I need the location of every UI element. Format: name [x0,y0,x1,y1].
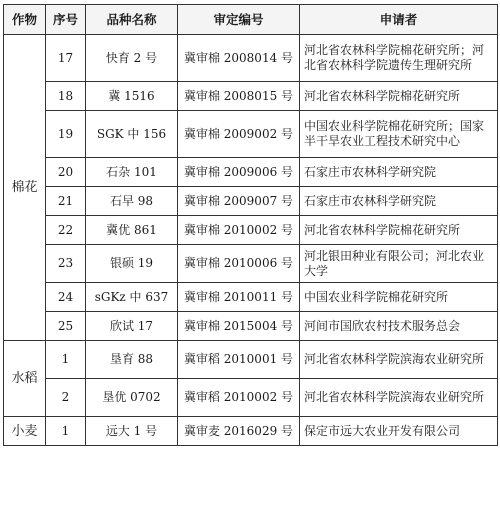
applicant-cell: 中国农业科学院棉花研究所；国家半干旱农业工程技术研究中心 [300,111,498,158]
table-row [4,283,498,312]
applicant-cell: 河北省农林科学院棉花研究所 [300,216,498,245]
applicant-cell: 中国农业科学院棉花研究所 [300,283,498,312]
table-row [4,216,498,245]
table-row [4,312,498,341]
number-cell: 18 [46,82,86,111]
code-cell: 冀审棉 2010006 号 [178,245,300,283]
table-row [4,379,498,417]
applicant-cell: 河北省农林科学院棉花研究所 [300,82,498,111]
variety-cell: 冀优 861 [86,216,178,245]
table-row [4,158,498,187]
variety-cell: 石杂 101 [86,158,178,187]
applicant-cell: 河北省农林科学院滨海农业研究所 [300,379,498,417]
crop-cell: 水稻 [4,341,46,417]
crop-cell: 小麦 [4,417,46,446]
number-cell: 1 [46,341,86,379]
header-crop: 作物 [4,5,46,35]
variety-cell: 石早 98 [86,187,178,216]
number-cell: 20 [46,158,86,187]
applicant-cell: 河间市国欣农村技术服务总会 [300,312,498,341]
code-cell: 冀审棉 2008014 号 [178,35,300,82]
number-cell: 22 [46,216,86,245]
code-cell: 冀审稻 2010001 号 [178,341,300,379]
code-cell: 冀审棉 2010002 号 [178,216,300,245]
code-cell: 冀审棉 2009006 号 [178,158,300,187]
code-cell: 冀审棉 2010011 号 [178,283,300,312]
header-applicant: 申请者 [300,5,498,35]
applicant-cell: 石家庄市农林科学研究院 [300,187,498,216]
number-cell: 21 [46,187,86,216]
variety-cell: 垦育 88 [86,341,178,379]
code-cell: 冀审棉 2009002 号 [178,111,300,158]
number-cell: 17 [46,35,86,82]
applicant-cell: 河北银田种业有限公司；河北农业大学 [300,245,498,283]
number-cell: 2 [46,379,86,417]
variety-cell: 欣试 17 [86,312,178,341]
header-number: 序号 [46,5,86,35]
variety-cell: SGK 中 156 [86,111,178,158]
variety-approval-table [3,4,498,446]
header-variety: 品种名称 [86,5,178,35]
code-cell: 冀审麦 2016029 号 [178,417,300,446]
table-row [4,111,498,158]
variety-cell: 快育 2 号 [86,35,178,82]
table-row [4,417,498,446]
table-row [4,82,498,111]
table-row [4,35,498,82]
variety-cell: sGKz 中 637 [86,283,178,312]
applicant-cell: 河北省农林科学院滨海农业研究所 [300,341,498,379]
table-header-row [4,5,498,35]
variety-cell: 银硕 19 [86,245,178,283]
table-body [4,35,498,446]
table-row [4,245,498,283]
applicant-cell: 河北省农林科学院棉花研究所；河北省农林科学院遗传生理研究所 [300,35,498,82]
variety-cell: 远大 1 号 [86,417,178,446]
number-cell: 1 [46,417,86,446]
number-cell: 24 [46,283,86,312]
header-code: 审定编号 [178,5,300,35]
code-cell: 冀审棉 2015004 号 [178,312,300,341]
number-cell: 25 [46,312,86,341]
code-cell: 冀审棉 2008015 号 [178,82,300,111]
table-row [4,341,498,379]
applicant-cell: 保定市远大农业开发有限公司 [300,417,498,446]
code-cell: 冀审棉 2009007 号 [178,187,300,216]
table-row [4,187,498,216]
crop-cell: 棉花 [4,35,46,341]
number-cell: 19 [46,111,86,158]
number-cell: 23 [46,245,86,283]
applicant-cell: 石家庄市农林科学研究院 [300,158,498,187]
code-cell: 冀审稻 2010002 号 [178,379,300,417]
variety-cell: 冀 1516 [86,82,178,111]
variety-cell: 垦优 0702 [86,379,178,417]
